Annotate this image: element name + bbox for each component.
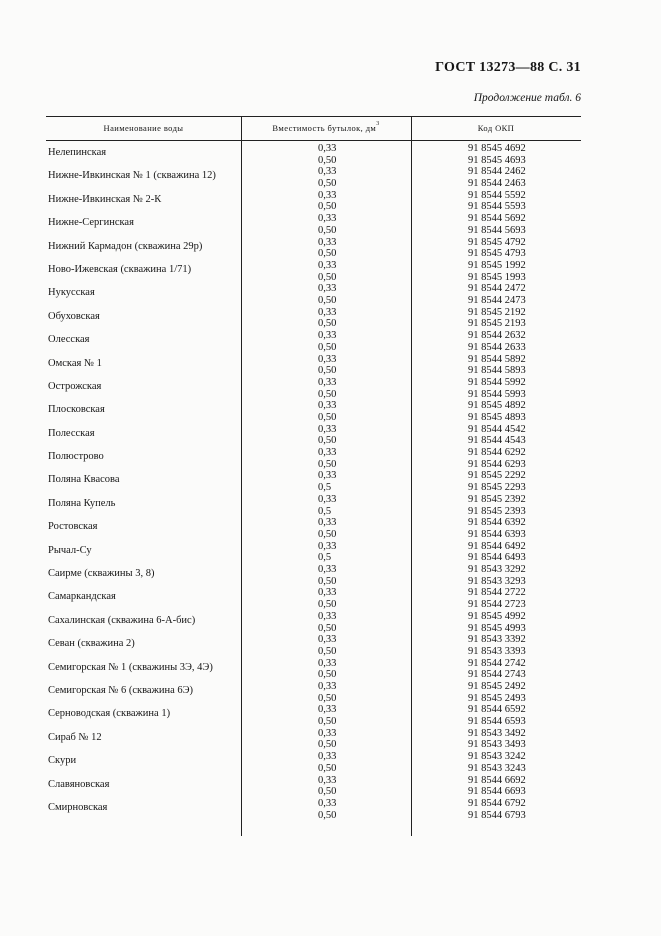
okp-code: 91 8544 4542 [468,423,526,435]
capacity-value: 0,50 [318,739,337,751]
capacity-value: 0,50 [318,809,337,821]
column-header-name [46,123,241,133]
capacity-value: 0,33 [318,540,337,552]
capacity-value: 0,33 [318,330,337,342]
table-row [46,143,581,166]
okp-code: 91 8544 6492 [468,540,526,552]
water-name: Нукусская [48,287,95,299]
capacity-value: 0,33 [318,493,337,505]
okp-code: 91 8544 5593 [468,201,526,213]
capacity-value: 0,33 [318,259,337,271]
table-row [46,798,581,821]
okp-code: 91 8544 2472 [468,283,526,295]
okp-code: 91 8545 2192 [468,306,526,318]
capacity-value: 0,33 [318,727,337,739]
okp-code: 91 8544 6792 [468,797,526,809]
capacity-value: 0,33 [318,704,337,716]
water-name: Семигорская № 6 (скважина 6Э) [48,684,194,696]
capacity-value: 0,33 [318,353,337,365]
water-name: Обуховская [48,310,100,322]
column-header-capacity-text: Вместимость бутылок, дм [272,123,377,133]
capacity-value: 0,50 [318,154,337,166]
capacity-value: 0,33 [318,189,337,201]
okp-code: 91 8543 3293 [468,575,526,587]
okp-code: 91 8544 6693 [468,786,526,798]
okp-code: 91 8544 2742 [468,657,526,669]
water-name: Ново-Ижевская (скважина 1/71) [48,263,192,275]
table-row [46,377,581,400]
capacity-value: 0,50 [318,786,337,798]
okp-code: 91 8545 1992 [468,259,526,271]
table-row [46,400,581,423]
okp-code: 91 8544 6593 [468,716,526,728]
capacity-value: 0,50 [318,458,337,470]
capacity-value: 0,50 [318,388,337,400]
capacity-value: 0,50 [318,645,337,657]
capacity-value: 0,33 [318,423,337,435]
table-row [46,541,581,564]
water-name: Полесская [48,427,95,439]
table-row [46,494,581,517]
table-row [46,307,581,330]
water-name: Нелепинская [48,147,107,158]
table-row [46,354,581,377]
okp-code: 91 8544 5692 [468,213,526,225]
water-name: Поляна Купель [48,497,116,509]
okp-code: 91 8545 4792 [468,236,526,248]
okp-code: 91 8543 3392 [468,634,526,646]
capacity-value: 0,33 [318,774,337,786]
okp-code: 91 8545 4793 [468,248,526,260]
page-header: ГОСТ 13273—88 С. 31 [435,60,581,75]
water-name: Нижний Кармадон (скважина 29р) [48,240,203,252]
capacity-value: 0,33 [318,236,337,248]
column-header-code [411,123,581,133]
capacity-value: 0,33 [318,797,337,809]
table-row [46,283,581,306]
okp-code: 91 8544 6293 [468,458,526,470]
capacity-value: 0,50 [318,692,337,704]
capacity-value: 0,50 [318,224,337,236]
column-header-name-text: Наименование воды [103,123,184,133]
water-name: Сираб № 12 [48,731,102,743]
table-row [46,470,581,493]
capacity-value: 0,33 [318,213,337,225]
table-row [46,751,581,774]
capacity-value: 0,50 [318,528,337,540]
capacity-value: 0,50 [318,178,337,190]
water-name: Острожская [48,380,102,392]
okp-code: 91 8545 4993 [468,622,526,634]
capacity-value: 0,33 [318,447,337,459]
capacity-value: 0,33 [318,517,337,529]
capacity-value: 0,33 [318,376,337,388]
capacity-value: 0,50 [318,295,337,307]
table-top-rule [46,116,581,117]
capacity-value: 0,50 [318,411,337,423]
table-row [46,166,581,189]
okp-code: 91 8544 6592 [468,704,526,716]
okp-code: 91 8545 1993 [468,271,526,283]
capacity-value: 0,33 [318,634,337,646]
okp-code: 91 8543 3493 [468,739,526,751]
water-name: Самаркандская [48,591,116,603]
table-header-rule [46,140,581,141]
okp-code: 91 8545 2293 [468,482,526,494]
water-name: Ростовская [48,521,98,533]
okp-code: 91 8545 2493 [468,692,526,704]
okp-code: 91 8544 6493 [468,552,526,564]
table-continuation-label: Продолжение табл. 6 [473,92,581,104]
capacity-value: 0,50 [318,365,337,377]
water-name: Поляна Квасова [48,474,120,486]
water-table [46,116,581,836]
okp-code: 91 8544 2463 [468,178,526,190]
okp-code: 91 8544 6793 [468,809,526,821]
table-row [46,587,581,610]
table-row [46,260,581,283]
okp-code: 91 8545 2193 [468,318,526,330]
okp-code: 91 8545 4692 [468,143,526,154]
table-row [46,728,581,751]
okp-code: 91 8544 5893 [468,365,526,377]
okp-code: 91 8545 2393 [468,505,526,517]
capacity-value: 0,33 [318,564,337,576]
okp-code: 91 8544 5592 [468,189,526,201]
okp-code: 91 8544 2723 [468,599,526,611]
table-row [46,447,581,470]
capacity-value: 0,33 [318,306,337,318]
okp-code: 91 8543 3492 [468,727,526,739]
table-row [46,237,581,260]
column-header-code-text: Код ОКП [477,123,515,133]
okp-code: 91 8545 2492 [468,680,526,692]
capacity-value: 0,33 [318,400,337,412]
okp-code: 91 8545 2292 [468,470,526,482]
table-row [46,564,581,587]
table-row [46,634,581,657]
water-name: Нижне-Ивкинская № 1 (скважина 12) [48,170,216,182]
capacity-value: 0,50 [318,716,337,728]
okp-code: 91 8545 2392 [468,493,526,505]
okp-code: 91 8544 2722 [468,587,526,599]
capacity-value: 0,5 [318,482,332,494]
okp-code: 91 8544 2632 [468,330,526,342]
table-row [46,704,581,727]
water-name: Плосковская [48,404,105,416]
okp-code: 91 8545 4892 [468,400,526,412]
okp-code: 91 8544 2462 [468,166,526,178]
water-name: Рычал-Су [48,544,92,556]
water-name: Олесская [48,334,90,346]
capacity-value: 0,5 [318,552,332,564]
capacity-value: 0,50 [318,575,337,587]
table-row [46,681,581,704]
capacity-value: 0,33 [318,470,337,482]
capacity-value: 0,50 [318,248,337,260]
table-row [46,330,581,353]
capacity-value: 0,33 [318,610,337,622]
okp-code: 91 8543 3242 [468,751,526,763]
okp-code: 91 8544 6393 [468,528,526,540]
okp-code: 91 8545 4893 [468,411,526,423]
okp-code: 91 8544 5693 [468,224,526,236]
okp-code: 91 8543 3292 [468,564,526,576]
column-header-capacity [241,123,411,133]
capacity-value: 0,5 [318,505,332,517]
capacity-value: 0,50 [318,669,337,681]
okp-code: 91 8544 6392 [468,517,526,529]
capacity-value: 0,33 [318,657,337,669]
water-name: Нижне-Ивкинская № 2-К [48,193,162,205]
capacity-value: 0,50 [318,318,337,330]
okp-code: 91 8544 6692 [468,774,526,786]
okp-code: 91 8545 4693 [468,154,526,166]
water-name: Севан (скважина 2) [48,638,135,650]
water-name: Скури [48,755,77,767]
water-name: Смирновская [48,801,108,813]
table-row [46,611,581,634]
unit-superscript: 3 [376,121,380,128]
okp-code: 91 8544 2743 [468,669,526,681]
capacity-value: 0,33 [318,143,337,154]
capacity-value: 0,50 [318,599,337,611]
water-name: Омская № 1 [48,357,102,369]
water-name: Саирме (скважины 3, 8) [48,568,155,580]
capacity-value: 0,33 [318,751,337,763]
table-row [46,213,581,236]
okp-code: 91 8544 5992 [468,376,526,388]
table-body [46,143,581,821]
water-name: Полюстрово [48,451,104,463]
okp-code: 91 8545 4992 [468,610,526,622]
okp-code: 91 8544 2473 [468,295,526,307]
okp-code: 91 8544 5993 [468,388,526,400]
capacity-value: 0,33 [318,587,337,599]
capacity-value: 0,50 [318,341,337,353]
water-name: Славяновская [48,778,110,790]
water-name: Серноводская (скважина 1) [48,708,171,720]
okp-code: 91 8544 5892 [468,353,526,365]
table-row [46,424,581,447]
okp-code: 91 8543 3393 [468,645,526,657]
capacity-value: 0,50 [318,622,337,634]
capacity-value: 0,33 [318,166,337,178]
capacity-value: 0,50 [318,271,337,283]
capacity-value: 0,50 [318,435,337,447]
table-row [46,190,581,213]
table-row [46,775,581,798]
capacity-value: 0,50 [318,762,337,774]
table-row [46,658,581,681]
okp-code: 91 8544 4543 [468,435,526,447]
water-name: Нижне-Сергинская [48,217,134,229]
table-row [46,517,581,540]
water-name: Сахалинская (скважина 6-А-бис) [48,614,196,626]
capacity-value: 0,50 [318,201,337,213]
capacity-value: 0,33 [318,283,337,295]
okp-code: 91 8544 6292 [468,447,526,459]
water-name: Семигорская № 1 (скважины 3Э, 4Э) [48,661,213,673]
okp-code: 91 8544 2633 [468,341,526,353]
capacity-value: 0,33 [318,680,337,692]
okp-code: 91 8543 3243 [468,762,526,774]
